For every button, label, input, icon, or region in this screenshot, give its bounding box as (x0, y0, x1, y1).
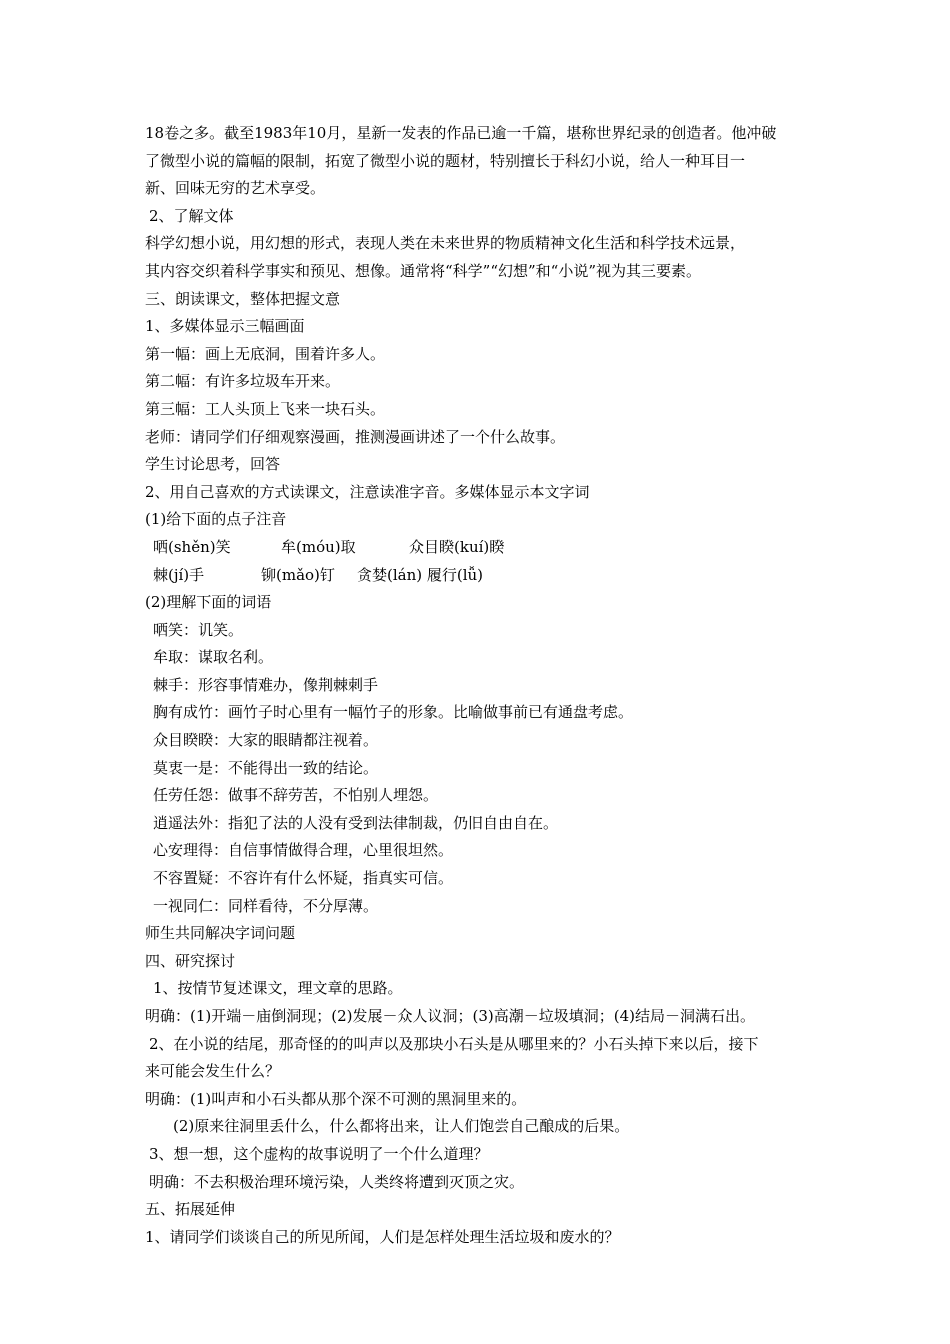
pinyin-item: 铆(mǎo)钉 (261, 565, 335, 584)
text-line: 明确：(1)开端－庙倒洞现；(2)发展－众人议洞；(3)高潮－垃圾填洞；(4)结局－洞满石出。 (145, 1007, 755, 1025)
text-line: 新、回味无穷的艺术享受。 (145, 179, 326, 198)
pinyin-row (145, 534, 810, 562)
section-heading: 四、研究探讨 (145, 951, 236, 970)
definition-line: 一视同仁：同样看待，不分厚薄。 (153, 896, 379, 915)
text-line: 第三幅：工人头顶上飞来一块石头。 (145, 399, 386, 418)
text-line: 2、在小说的结尾，那奇怪的的叫声以及那块小石头是从哪里来的？小石头掉下来以后，接下 (149, 1034, 759, 1053)
definition-line: 胸有成竹：画竹子时心里有一幅竹子的形象。比喻做事前已有通盘考虑。 (153, 703, 634, 722)
definition-line: 心安理得：自信事情做得合理，心里很坦然。 (153, 841, 454, 860)
pinyin-item: 棘(jí)手 (153, 565, 205, 584)
section-heading: 五、拓展延伸 (145, 1200, 236, 1219)
text-line: 第二幅：有许多垃圾车开来。 (145, 372, 341, 391)
text-line: 学生讨论思考，回答 (145, 455, 281, 474)
definition-line: 棘手：形容事情难办，像荆棘刺手 (153, 675, 379, 694)
text-line: 师生共同解决字词问题 (145, 924, 296, 943)
text-line: 2、用自己喜欢的方式读课文，注意读准字音。多媒体显示本文字词 (145, 482, 590, 501)
pinyin-item: 牟(móu)取 (281, 537, 356, 556)
definition-line: 莫衷一是：不能得出一致的结论。 (153, 758, 379, 777)
pinyin-row (145, 562, 810, 590)
definition-line: 哂笑：讥笑。 (153, 620, 244, 639)
text-line: 来可能会发生什么？ (145, 1062, 281, 1081)
text-line: 1、请同学们谈谈自己的所见所闻，人们是怎样处理生活垃圾和废水的？ (145, 1227, 620, 1246)
text-line: (2)原来往洞里丢什么，什么都将出来，让人们饱尝自己酿成的后果。 (173, 1117, 630, 1136)
document-page (145, 120, 810, 1251)
definition-line: 任劳任怨：做事不辞劳苦，不怕别人埋怨。 (153, 786, 439, 805)
text-line: 了微型小说的篇幅的限制，拓宽了微型小说的题材，特别擅长于科幻小说，给人一种耳目一 (145, 151, 746, 170)
text-line: (2)理解下面的词语 (145, 593, 272, 612)
text-line: 老师：请同学们仔细观察漫画，推测漫画讲述了一个什么故事。 (145, 427, 566, 446)
definition-line: 牟取：谋取名利。 (153, 648, 274, 667)
text-line: 3、想一想，这个虚构的故事说明了一个什么道理？ (149, 1144, 489, 1163)
pinyin-item: 众目睽(kuí)睽 (409, 537, 505, 556)
text-line: 18卷之多。截至1983年10月，星新一发表的作品已逾一千篇，堪称世界纪录的创造者。他冲破 (145, 124, 777, 142)
definition-line: 众目睽睽：大家的眼睛都注视着。 (153, 731, 379, 750)
definition-line: 逍遥法外：指犯了法的人没有受到法律制裁，仍旧自由自在。 (153, 813, 559, 832)
text-line: 明确：不去积极治理环境污染，人类终将遭到灭顶之灾。 (149, 1172, 525, 1191)
text-line: 1、多媒体显示三幅画面 (145, 317, 305, 336)
text-line: 科学幻想小说，用幻想的形式，表现人类在未来世界的物质精神文化生活和科学技术远景， (145, 234, 746, 253)
text-line: 第一幅：画上无底洞，围着许多人。 (145, 344, 386, 363)
pinyin-item: 贪婪(lán) 履行(lǚ) (357, 565, 484, 584)
section-heading: 三、朗读课文，整体把握文意 (145, 289, 341, 308)
definition-line: 不容置疑：不容许有什么怀疑，指真实可信。 (153, 869, 454, 888)
text-line: 其内容交织着科学事实和预见、想像。通常将“科学”“幻想”和“小说”视为其三要素。 (145, 261, 702, 280)
text-line: (1)给下面的点子注音 (145, 510, 287, 529)
section-heading: 2、了解文体 (149, 206, 234, 225)
text-line: 1、按情节复述课文，理文章的思路。 (153, 979, 403, 998)
pinyin-item: 哂(shěn)笑 (153, 537, 231, 556)
text-line: 明确：(1)叫声和小石头都从那个深不可测的黑洞里来的。 (145, 1089, 527, 1108)
